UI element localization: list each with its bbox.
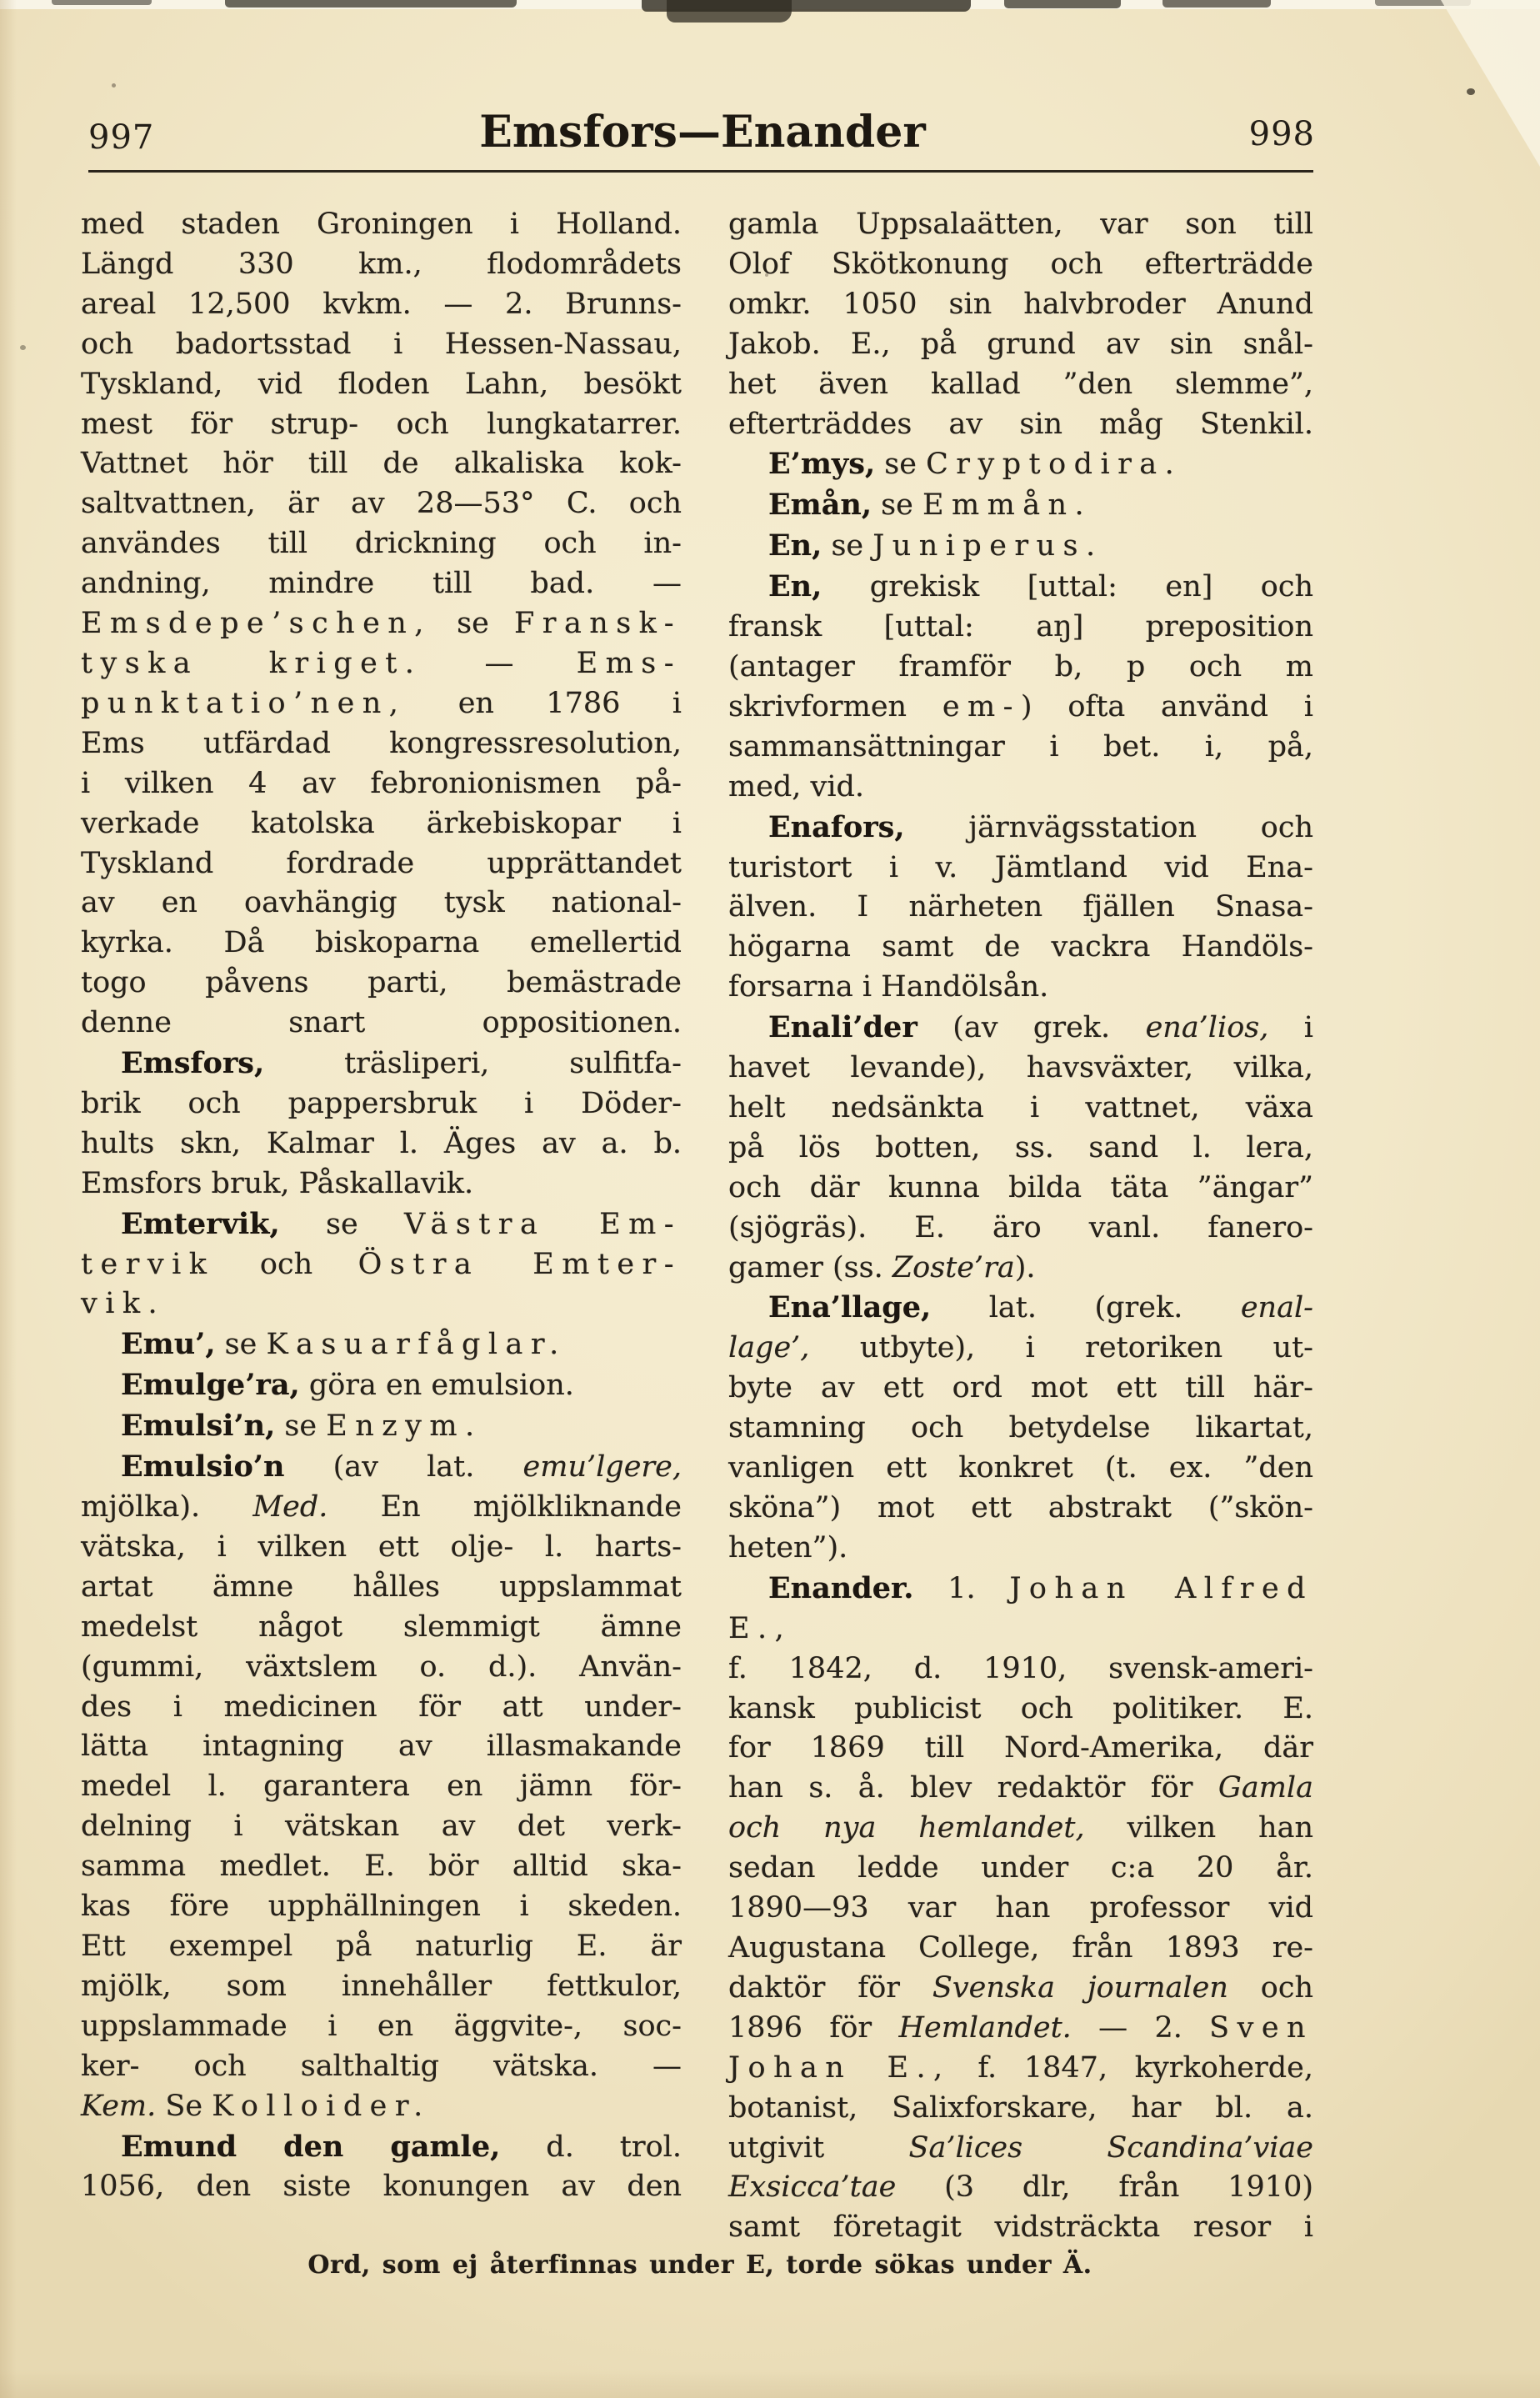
text-segment: av en oavhängig tysk national- [81,886,682,920]
text-segment: i [1268,1011,1313,1045]
text-line [81,604,682,644]
entry-headword: Enander. [768,1570,914,1605]
entry-headword: Emulsi’n, [121,1409,276,1444]
entry-headword: Emund den gamle, [121,2129,501,2164]
text-segment: Emmån. [922,488,1092,523]
text-segment: enal- [1240,1291,1313,1325]
page-title: Emsfors—Enander [479,107,926,158]
text-line [81,804,682,844]
text-segment: Tyskland fordrade upprättandet [81,846,682,880]
entry-headword: En, [768,569,822,604]
text-line [728,1089,1313,1129]
text-segment: Svenska journalen [932,1970,1228,2005]
text-segment: Emsdepe’schen, [81,607,432,641]
text-segment: Enzym. [326,1409,482,1444]
text-segment: Juniperus. [872,529,1103,563]
text-segment: vilken han [1084,1811,1313,1845]
text-line [728,1690,1313,1730]
text-line [728,2129,1313,2169]
entry-headword: En, [768,528,822,563]
text-line [81,1887,682,1927]
text-line [728,1969,1313,2009]
text-line [81,1807,682,1847]
text-line [81,1204,682,1245]
text-segment: kas före upphällningen i skeden. [81,1890,682,1924]
text-segment: botanist, Salixforskare, har bl. a. [728,2090,1313,2125]
text-segment: Ett exempel på naturlig E. är [81,1929,682,1963]
text-segment: Västra Em- [404,1207,682,1241]
text-line [728,1008,1313,1049]
text-line [81,2167,682,2207]
text-line [728,1129,1313,1169]
text-line [728,928,1313,968]
text-line [728,285,1313,325]
text-segment: punktatio’nen, [81,686,407,720]
text-line [728,485,1313,526]
text-line [81,1124,682,1164]
text-segment: d. trol. [500,2130,682,2164]
text-segment: byte av ett ord mot ett till här- [728,1371,1313,1405]
text-line [728,888,1313,928]
text-line [728,1409,1313,1449]
text-segment: Emsfors bruk, Påskallavik. [81,1166,474,1200]
entry-headword: Emulsio’n [121,1449,285,1484]
text-line [81,325,682,365]
scan-artifact [1004,0,1121,8]
text-segment: se [822,529,873,563]
text-segment: medelst något slemmigt ämne [81,1610,682,1644]
text-segment: uppslammade i en äggvite-, soc- [81,2009,682,2043]
text-line [81,1688,682,1728]
text-line [728,849,1313,889]
text-line [81,564,682,604]
text-line [728,1169,1313,1209]
text-line [81,724,682,764]
text-segment: Cryptodira. [926,448,1182,482]
text-line [728,1329,1313,1369]
text-segment: Gamla [1218,1771,1313,1805]
text-line [728,1209,1313,1249]
header-rule [88,170,1313,173]
scan-artifact [667,0,792,23]
text-segment: se [875,448,927,482]
text-column-left [81,205,682,2207]
text-line [728,1650,1313,1690]
text-line [81,1004,682,1044]
text-line [728,968,1313,1008]
text-segment: Tyskland, vid floden Lahn, besökt [81,367,682,401]
text-segment: vik. [81,1287,166,1321]
text-line [81,365,682,405]
text-line [81,2127,682,2168]
text-segment: sköna”) mot ett abstrakt (”skön- [728,1491,1313,1524]
text-segment: denne snart oppositionen. [81,1006,682,1040]
text-line [81,924,682,964]
text-line [81,1284,682,1324]
page-number-right: 998 [1248,115,1315,153]
text-line [728,2009,1313,2049]
entry-headword: Emån, [768,488,872,523]
text-line [81,1164,682,1204]
entry-headword: Emu’, [121,1327,216,1362]
text-segment: gamer (ss. [728,1250,892,1284]
text-segment: vätska, i vilken ett olje- l. harts- [81,1529,682,1564]
text-segment: het även kallad ”den slemme”, [728,367,1313,401]
text-line [728,444,1313,485]
text-segment: Ems- [576,646,682,680]
text-segment: träsliperi, sulfitfa- [264,1047,682,1081]
text-segment: med staden Groningen i Holland. [81,208,682,241]
text-segment: 1. [913,1571,1010,1605]
text-segment: En mjölkliknande [328,1490,682,1524]
text-segment: grekisk [uttal: en] och [822,570,1313,604]
text-segment: han s. å. blev redaktör för [728,1771,1218,1805]
text-segment: mest för strup- och lungkatarrer. [81,407,682,441]
text-segment: Fransk- [514,607,682,641]
text-line [728,1729,1313,1769]
text-segment: (antager framför b, p och m [728,649,1313,683]
text-line [81,1727,682,1767]
text-line [728,1449,1313,1489]
text-line [728,1849,1313,1889]
text-line [728,1049,1313,1089]
text-segment: fransk [uttal: aŋ] preposition [728,610,1313,644]
text-line [728,1489,1313,1529]
text-segment: och [214,1247,358,1281]
text-line [81,764,682,804]
text-line [81,245,682,285]
text-line [728,1769,1313,1809]
text-segment: medel l. garantera en jämn för- [81,1770,682,1804]
text-segment: och [1228,1970,1313,2005]
text-line [81,405,682,445]
text-segment: tyska kriget. [81,646,422,680]
text-segment: Sven [1209,2010,1313,2045]
text-segment: ker- och salthaltig vätska. — [81,2049,682,2083]
text-line [81,524,682,564]
text-line [728,567,1313,608]
text-segment: Längd 330 km., flodområdets [81,247,682,281]
ink-speck [1467,88,1475,95]
text-segment: Med. [252,1490,328,1524]
text-column-right [728,205,1313,2248]
text-line [81,1365,682,1406]
text-segment: brik och pappersbruk i Döder- [81,1086,682,1120]
text-segment: turistort i v. Jämtland vid Ena- [728,850,1313,884]
text-segment: se [872,488,922,523]
text-line [728,2168,1313,2208]
text-line [728,405,1313,445]
text-segment: omkr. 1050 sin halvbroder Anund [728,287,1313,321]
text-line [81,444,682,484]
text-segment: älven. I närheten fjällen Snasa- [728,890,1313,924]
text-segment: andning, mindre till bad. — [81,567,682,601]
text-segment: sedan ledde under c:a 20 år. [728,1851,1313,1885]
text-segment: artat ämne hålles uppslammat [81,1569,682,1604]
text-line [81,1967,682,2007]
text-segment: emu’lgere, [522,1450,682,1484]
text-segment: skrivformen [728,689,942,723]
text-segment: saltvattnen, är av 28—53° C. och [81,487,682,521]
text-line [81,2087,682,2127]
entry-headword: Emulge’ra, [121,1368,300,1403]
text-line [81,1324,682,1365]
entry-headword: Enafors, [768,809,905,844]
text-line [81,205,682,245]
text-line [81,1767,682,1807]
text-segment: och nya hemlandet, [728,1811,1085,1845]
text-segment: stamning och betydelse likartat, [728,1411,1313,1445]
text-segment: Zoste’ra [892,1250,1015,1284]
text-segment: utbyte), i retoriken ut- [809,1331,1313,1365]
text-line [81,1568,682,1608]
text-segment: kansk publicist och politiker. E. [728,1691,1313,1725]
text-line [728,2049,1313,2089]
text-segment: se [215,1328,267,1362]
text-line [81,1847,682,1887]
entry-headword: E’mys, [768,447,876,482]
text-segment: kyrka. Då biskoparna emellertid [81,926,682,960]
text-line [728,526,1313,567]
text-line [81,844,682,884]
text-segment: areal 12,500 kvkm. — 2. Brunns- [81,287,682,321]
text-line [728,648,1313,688]
text-line [728,1569,1313,1650]
text-segment: användes till drickning och in- [81,527,682,561]
text-segment: verkade katolska ärkebiskopar i [81,806,682,840]
text-line [728,1529,1313,1569]
text-segment: des i medicinen för att under- [81,1690,682,1724]
text-segment: f. 1847, kyrkoherde, [950,2050,1313,2085]
text-segment: Östra Emter- [358,1247,682,1281]
text-segment: f. 1842, d. 1910, svensk-ameri- [728,1651,1313,1685]
text-segment: (3 dlr, från 1910) [896,2170,1313,2205]
text-segment: Olof Skötkonung och efterträdde [728,247,1313,281]
text-line [81,1084,682,1124]
text-line [81,484,682,524]
text-line [81,1648,682,1688]
text-segment: se [279,1207,405,1241]
text-line [81,2047,682,2087]
text-segment: vanligen ett konkret (t. ex. ”den [728,1451,1313,1485]
text-line [728,2089,1313,2129]
text-line [81,1447,682,1488]
text-segment: gamla Uppsalaätten, var son till [728,208,1313,241]
text-segment: och badortsstad i Hessen-Nassau, [81,327,682,361]
text-line [728,728,1313,768]
text-segment: och där kunna bilda täta ”ängar” [728,1170,1313,1204]
text-line [728,365,1313,405]
text-line [728,1929,1313,1969]
page-edge-shadow-bottom [0,2370,1540,2398]
text-line [728,245,1313,285]
text-line [728,1369,1313,1409]
ink-speck [112,83,116,88]
scan-artifact [225,0,517,8]
text-segment: utgivit [728,2130,909,2165]
text-segment: (av lat. [284,1450,523,1484]
text-segment: Kasuarfåglar. [266,1328,567,1362]
text-line [81,2007,682,2047]
text-segment: Jakob. E., på grund av sin snål- [728,327,1313,361]
text-line [728,608,1313,648]
text-line [728,1889,1313,1929]
text-segment: på lös botten, ss. sand l. lera, [728,1130,1313,1164]
text-segment: forsarna i Handölsån. [728,970,1049,1004]
text-segment: Kolloider. [212,2089,431,2123]
text-segment: 1896 för [728,2010,899,2045]
text-segment: järnvägsstation och [904,810,1313,844]
text-line [81,884,682,924]
footer-note: Ord, som ej återfinnas under E, torde sökas under Ä. [308,2250,1092,2280]
text-segment: Exsicca’tae [728,2170,897,2205]
text-line [728,205,1313,245]
text-line [728,1809,1313,1849]
text-segment: samt företagit vidsträckta resor i [728,2210,1313,2245]
page-corner-highlight [1398,0,1540,167]
text-segment: Johan E., [728,2050,951,2085]
text-line [728,2208,1313,2248]
text-line [728,1288,1313,1329]
text-line [81,1488,682,1528]
entry-headword: Emtervik, [121,1206,280,1241]
text-line [81,1245,682,1285]
text-segment: med, vid. [728,769,865,804]
text-segment: Hemlandet. [898,2010,1072,2045]
text-segment: ena’lios, [1145,1011,1269,1045]
text-segment: högarna samt de vackra Handöls- [728,930,1313,964]
text-segment: en 1786 i [406,686,682,720]
text-line [728,688,1313,728]
text-line [81,1528,682,1568]
text-line [81,964,682,1004]
text-segment: heten”). [728,1530,848,1564]
text-line [81,1406,682,1447]
text-segment: ). [1014,1250,1036,1284]
text-segment: sammansättningar i bet. i, på, [728,729,1313,763]
text-segment: (av grek. [917,1011,1146,1045]
text-segment: lage’, [728,1331,810,1365]
text-segment: Johan Alfred E., [728,1571,1313,1645]
text-segment: i vilken 4 av febronionismen på- [81,766,682,800]
text-segment: Kem. [81,2089,157,2123]
page-edge-shadow-left [0,0,17,2398]
text-line [81,1044,682,1084]
text-segment: 1890—93 var han professor vid [728,1891,1313,1925]
page-number-left: 997 [88,118,155,157]
text-line [81,684,682,724]
text-segment: 1056, den siste konungen av den [81,2170,682,2204]
text-line [728,325,1313,365]
text-segment: togo påvens parti, bemästrade [81,966,682,1000]
text-segment: se [275,1409,327,1444]
text-segment: ) ofta använd i [1020,689,1313,723]
text-segment: tervik [81,1247,215,1281]
text-segment: mjölk, som innehåller fettkulor, [81,1969,682,2003]
ink-speck [20,345,26,350]
text-segment: efterträddes av sin måg Stenkil. [728,407,1313,441]
text-line [81,285,682,325]
text-segment: Ems utfärdad kongressresolution, [81,726,682,760]
entry-headword: Emsfors, [121,1046,265,1081]
text-segment: göra en emulsion. [299,1369,574,1403]
text-segment: Sa’lices Scandina’viae [908,2130,1313,2165]
text-segment: delning i vätskan av det verk- [81,1810,682,1844]
entry-headword: Ena’llage, [768,1290,932,1325]
text-segment: for 1869 till Nord-Amerika, där [728,1731,1313,1765]
text-segment: em- [942,689,1021,723]
text-segment: (sjögräs). E. äro vanl. fanero- [728,1210,1313,1244]
scan-artifact [1162,0,1271,8]
text-segment: — [422,646,577,680]
text-segment: samma medlet. E. bör alltid ska- [81,1850,682,1884]
text-segment: lat. (grek. [931,1291,1241,1325]
text-segment: Augustana College, från 1893 re- [728,1930,1313,1965]
text-segment: Vattnet hör till de alkaliska kok- [81,447,682,481]
text-segment: lätta intagning av illasmakande [81,1730,682,1764]
text-segment: — 2. [1071,2010,1210,2045]
scan-artifact [52,0,152,5]
text-line [728,808,1313,849]
entry-headword: Enali’der [768,1010,918,1045]
text-segment: se [431,607,515,641]
text-segment: Se [156,2089,212,2123]
text-segment: daktör för [728,1970,932,2005]
text-segment: helt nedsänkta i vattnet, växa [728,1090,1313,1124]
text-line [81,1927,682,1967]
text-line [728,768,1313,808]
text-segment: (gummi, växtslem o. d.). Använ- [81,1650,682,1684]
text-line [728,1249,1313,1289]
text-line [81,1608,682,1648]
text-segment: mjölka). [81,1490,253,1524]
text-line [81,644,682,684]
text-segment: hults skn, Kalmar l. Äges av a. b. [81,1126,682,1160]
text-segment: havet levande), havsväxter, vilka, [728,1051,1313,1085]
